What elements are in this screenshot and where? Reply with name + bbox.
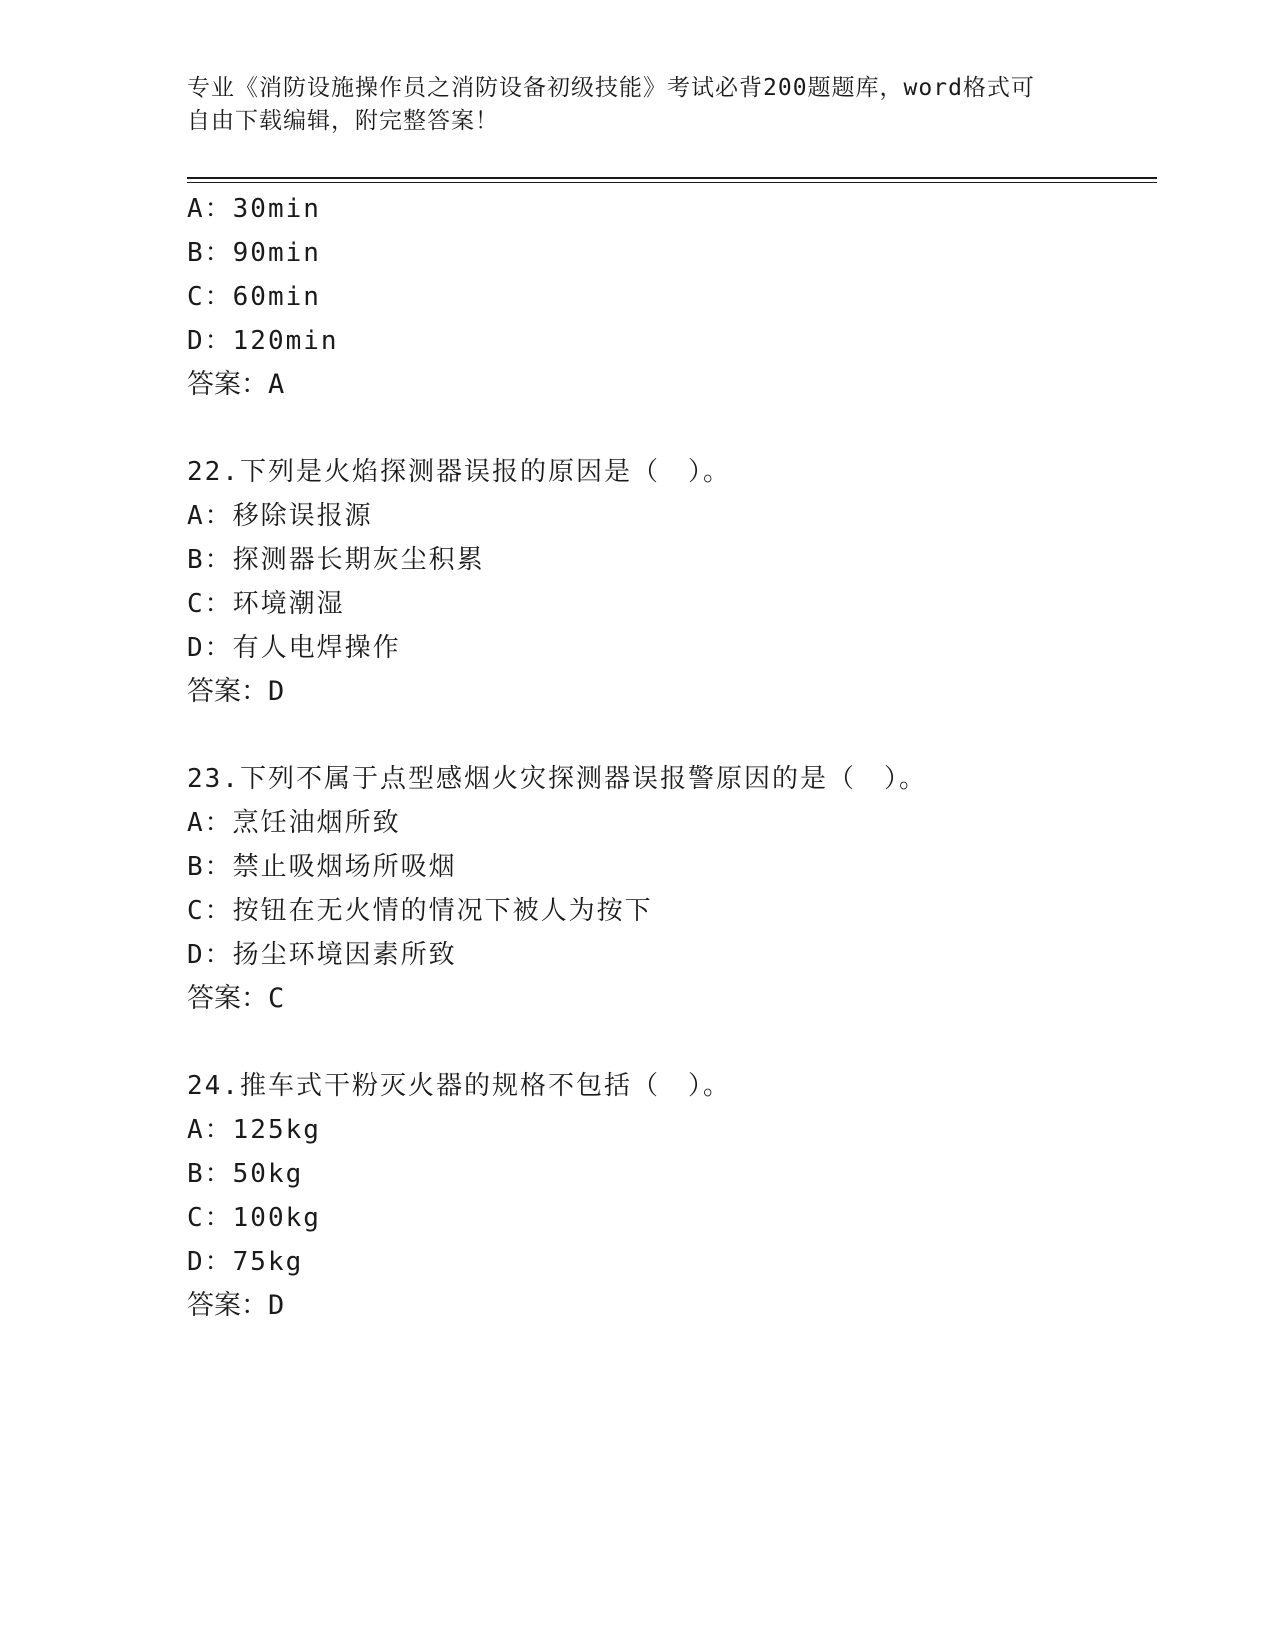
q22-option-a: A：移除误报源 [187,501,373,531]
q22-option-d: D：有人电焊操作 [187,633,401,663]
header-divider-thin [187,182,1157,183]
q23-question: 23.下列不属于点型感烟火灾探测器误报警原因的是（ ）。 [187,764,927,794]
q22-option-c: C：环境潮湿 [187,589,345,619]
q23-option-b: B：禁止吸烟场所吸烟 [187,852,457,882]
q21-option-a: A：30min [187,194,321,224]
q21-option-b: B：90min [187,238,321,268]
q23-option-a: A：烹饪油烟所致 [187,808,401,838]
q22-option-b: B：探测器长期灰尘积累 [187,545,485,575]
q21-option-c: C：60min [187,282,321,312]
header-divider-thick [187,177,1157,179]
q24-option-a: A：125kg [187,1115,321,1145]
q24-question: 24.推车式干粉灭火器的规格不包括（ ）。 [187,1071,731,1101]
q24-option-d: D：75kg [187,1247,304,1277]
header-line-1: 专业《消防设施操作员之消防设备初级技能》考试必背200题题库，word格式可 [187,75,1035,101]
q23-answer: 答案：C [187,983,285,1014]
q21-option-d: D：120min [187,326,339,356]
q23-option-c: C：按钮在无火情的情况下被人为按下 [187,896,653,926]
q23-option-d: D：扬尘环境因素所致 [187,940,457,970]
q24-option-b: B：50kg [187,1159,304,1189]
header-line-2: 自由下载编辑，附完整答案！ [187,108,499,134]
q24-answer: 答案：D [187,1290,285,1321]
document-header [187,72,1067,138]
q24-option-c: C：100kg [187,1203,321,1233]
q22-answer: 答案：D [187,676,285,707]
q21-answer: 答案：A [187,369,285,400]
q22-question: 22.下列是火焰探测器误报的原因是（ ）。 [187,457,731,487]
